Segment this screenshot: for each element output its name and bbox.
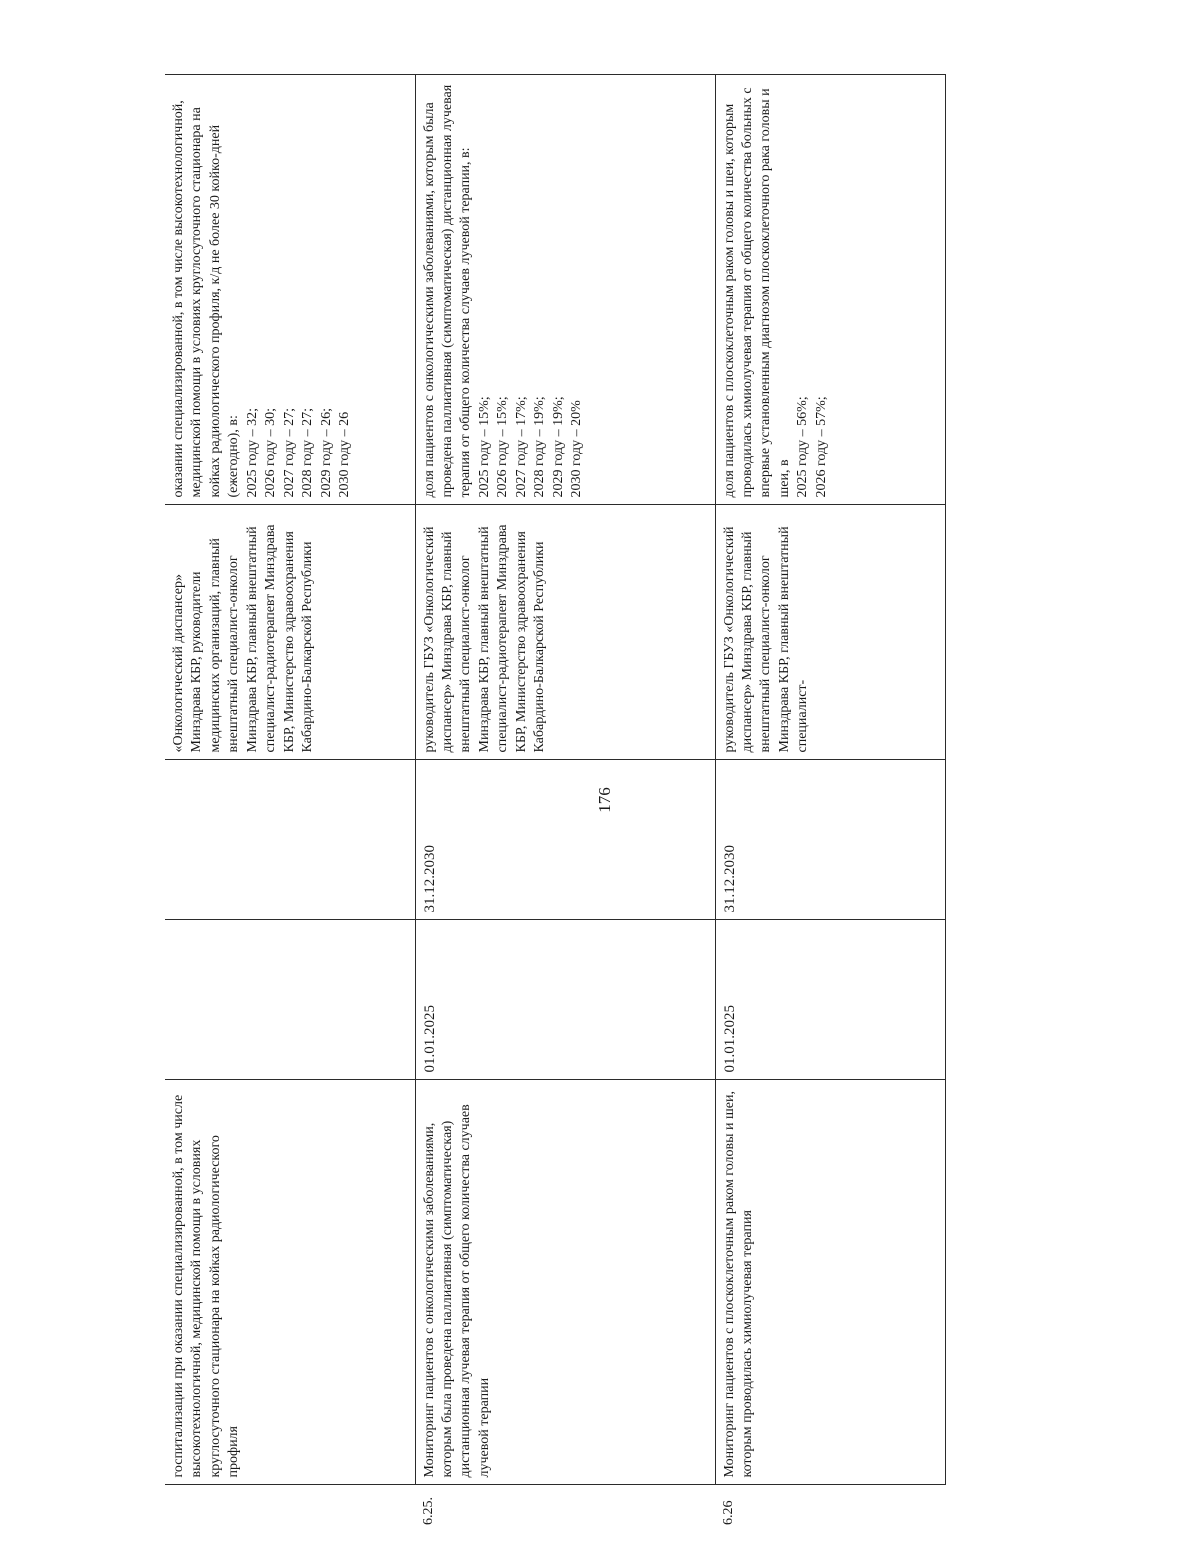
activity-text: Мониторинг пациентов с плоскоклеточным раком головы и шеи, которым проводилась химиолучевая терапия xyxy=(721,1091,755,1478)
row-number: 6.26 xyxy=(715,1485,945,1525)
result-line: 2026 году – 57%; xyxy=(813,396,829,498)
result-line: 2028 году – 19%; xyxy=(532,396,548,498)
result-line: 2026 году – 30; xyxy=(263,407,279,498)
activity-text: Мониторинг пациентов с онкологическими заболеваниями, которым была проведена паллиативная (симптоматическая) дистанционная лучевая терапия от общего количества случаев лучевой терапии xyxy=(421,1104,492,1478)
result-intro: оказании специализированной, в том числе высокотехнологичной, медицинской помощи в условиях круглосуточного стационара на койках радиологического профиля, к/д не более 30 койко-дней (ежегодно), в: xyxy=(171,100,242,498)
result-lines xyxy=(476,83,587,498)
table-row xyxy=(415,75,715,1525)
start-date-cell: 01.01.2025 xyxy=(715,920,945,1080)
result-line: 2026 году – 15%; xyxy=(495,396,511,498)
responsible-cell xyxy=(715,505,945,760)
start-date-cell xyxy=(165,920,415,1080)
result-line: 2027 году – 27; xyxy=(281,407,297,498)
result-intro: доля пациентов с плоскоклеточным раком головы и шеи, которым проводилась химиолучевая терапия от общего количества больных с впервые установленным диагнозом плоскоклеточного рака головы и шеи, в xyxy=(721,87,792,498)
result-line: 2025 году – 56%; xyxy=(795,396,811,498)
row-number: 6.25. xyxy=(415,1485,715,1525)
result-cell xyxy=(715,75,945,505)
result-line: 2025 году – 32; xyxy=(244,407,260,498)
table-row xyxy=(165,75,415,1525)
activity-cell xyxy=(165,1080,415,1485)
end-date-cell: 31.12.2030 xyxy=(415,760,715,920)
rotated-table-page xyxy=(165,75,1045,1525)
responsible-cell xyxy=(415,505,715,760)
activity-cell xyxy=(415,1080,715,1485)
result-line: 2030 году – 20% xyxy=(569,400,585,498)
result-line: 2029 году – 26; xyxy=(318,407,334,498)
result-line: 2029 году – 19%; xyxy=(550,396,566,498)
result-line: 2028 году – 27; xyxy=(300,407,316,498)
end-date-cell: 31.12.2030 xyxy=(715,760,945,920)
result-cell xyxy=(165,75,415,505)
responsible-text: «Онкологический диспансер» Минздрава КБР, руководители медицинских организаций, главный внештатный специалист-онколог Минздрава КБР, главный внештатный специалист-радиотерапевт Минздрава КБР, Министерство здравоохранения Кабардино-Балкарской Республики xyxy=(171,524,316,753)
table-row xyxy=(715,75,945,1525)
result-line: 2030 году – 26 xyxy=(337,411,353,498)
start-date-cell: 01.01.2025 xyxy=(415,920,715,1080)
page-number: 176 xyxy=(595,787,614,813)
result-intro: доля пациентов с онкологическими заболеваниями, которым была проведена паллиативная (симптоматическая) дистанционная лучевая терапия от общего количества случаев лучевой терапии, в: xyxy=(421,84,474,498)
result-line: 2027 году – 17%; xyxy=(513,396,529,498)
result-lines xyxy=(794,83,831,498)
responsible-text: руководитель ГБУЗ «Онкологический диспансер» Минздрава КБР, главный внештатный специалист-онколог Минздрава КБР, главный внештатный специалист- xyxy=(721,526,811,753)
responsible-text: руководитель ГБУЗ «Онкологический диспансер» Минздрава КБР, главный внештатный специалист-онколог Минздрава КБР, главный внештатный специалист-радиотерапевт Минздрава КБР, Министерство здравоохранения Кабардино-Балкарской Республики xyxy=(421,524,548,753)
end-date-cell xyxy=(165,760,415,920)
result-cell xyxy=(415,75,715,505)
plan-table xyxy=(165,75,946,1526)
activity-cell xyxy=(715,1080,945,1485)
responsible-cell xyxy=(165,505,415,760)
result-line: 2025 году – 15%; xyxy=(476,396,492,498)
activity-text: госпитализации при оказании специализированной, в том числе высокотехнологичной, медицинской помощи в условиях круглосуточного стационара на койках радиологического профиля xyxy=(171,1094,242,1478)
row-number xyxy=(165,1485,415,1525)
result-lines xyxy=(244,83,355,498)
